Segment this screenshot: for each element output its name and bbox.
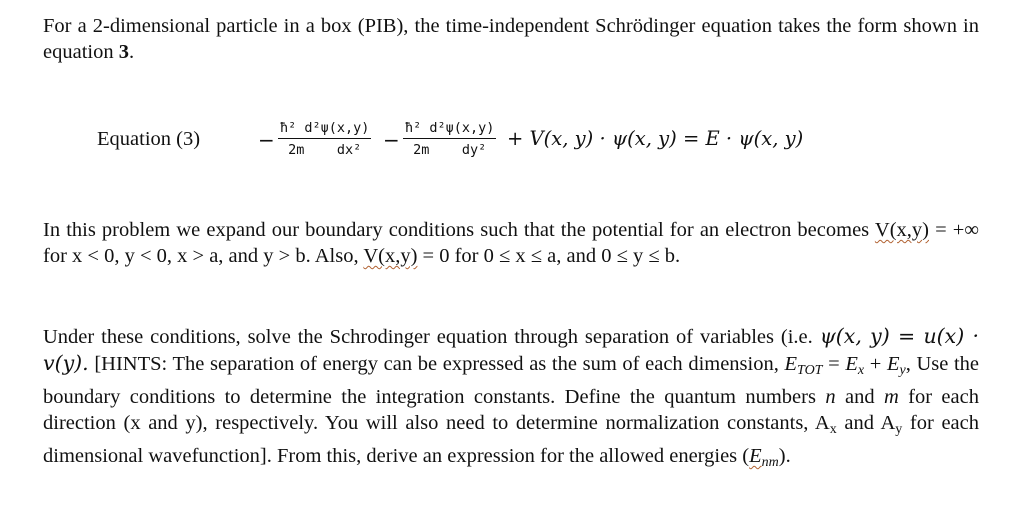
x-term-denominator: 2m dx² — [288, 142, 362, 158]
problem-s6: and A — [836, 412, 896, 434]
problem-paragraph — [43, 323, 979, 476]
leading-minus: − — [258, 128, 275, 152]
intro-paragraph — [43, 13, 979, 65]
separation-expression: ψ(x, y) = u(x) · v(y). — [43, 324, 980, 375]
e-nm: $E_{nm}$ — [749, 445, 779, 470]
e-total: $E_{TOT}$ — [784, 353, 823, 378]
ax-subscript: x — [829, 422, 837, 437]
potential-v2: V(x,y) — [363, 245, 418, 267]
problem-s1: Under these conditions, solve the Schrodinger equation through separation of variables (i.e. — [43, 326, 813, 348]
equation-3 — [0, 118, 1030, 178]
boundary-line-1: In this problem we expand our boundary conditions such that the potential for an electron becomes — [43, 219, 870, 241]
ay-subscript: y — [895, 422, 903, 437]
quantum-number-n: n — [825, 386, 836, 408]
problem-s8: ). — [778, 445, 791, 467]
y-term-numerator: ħ² d²ψ(x,y) — [405, 120, 495, 136]
middle-minus: − — [383, 128, 400, 152]
problem-s7: for each dimensional wavefunction]. From this, derive an expression for the allowed energies ( — [43, 412, 979, 467]
problem-s5: for each direction (x and y), respectively. You will also need to determine normalization constants, A — [43, 386, 979, 434]
e-y: $E_y$ — [886, 353, 906, 378]
boundary-line-2b: = 0 for 0 ≤ x ≤ a, and 0 ≤ y ≤ b. — [417, 245, 681, 267]
potential-v1: V(x,y) — [874, 219, 929, 241]
intro-period: . — [128, 41, 135, 63]
e-x: $E_x$ — [845, 353, 865, 378]
y-derivative-term — [403, 120, 496, 158]
equals-sign: = — [822, 353, 846, 375]
x-term-numerator: ħ² d²ψ(x,y) — [280, 120, 370, 136]
equation-rhs: + V(x, y) · ψ(x, y) = E · ψ(x, y) — [507, 127, 804, 150]
boundary-paragraph — [43, 217, 979, 269]
intro-text: For a 2-dimensional particle in a box (PIB), the time-independent Schrödinger equation takes the form shown in equation — [43, 15, 979, 63]
equation-reference: 3 — [118, 41, 129, 63]
problem-s2: [HINTS: The separation of energy can be expressed as the sum of each dimension, — [88, 353, 785, 375]
y-term-denominator: 2m dy² — [413, 142, 487, 158]
boundary-line-2a: = +∞ for x < 0, y < 0, x > a, and y > b. Also, — [43, 219, 979, 267]
equation-label: Equation (3) — [97, 128, 201, 150]
x-derivative-term — [278, 120, 371, 158]
plus-sign: + — [864, 353, 887, 375]
problem-s4: and — [835, 386, 884, 408]
problem-s3: , Use the boundary conditions to determine the integration constants. Define the quantum numbers — [43, 353, 980, 408]
quantum-number-m: m — [883, 386, 899, 408]
